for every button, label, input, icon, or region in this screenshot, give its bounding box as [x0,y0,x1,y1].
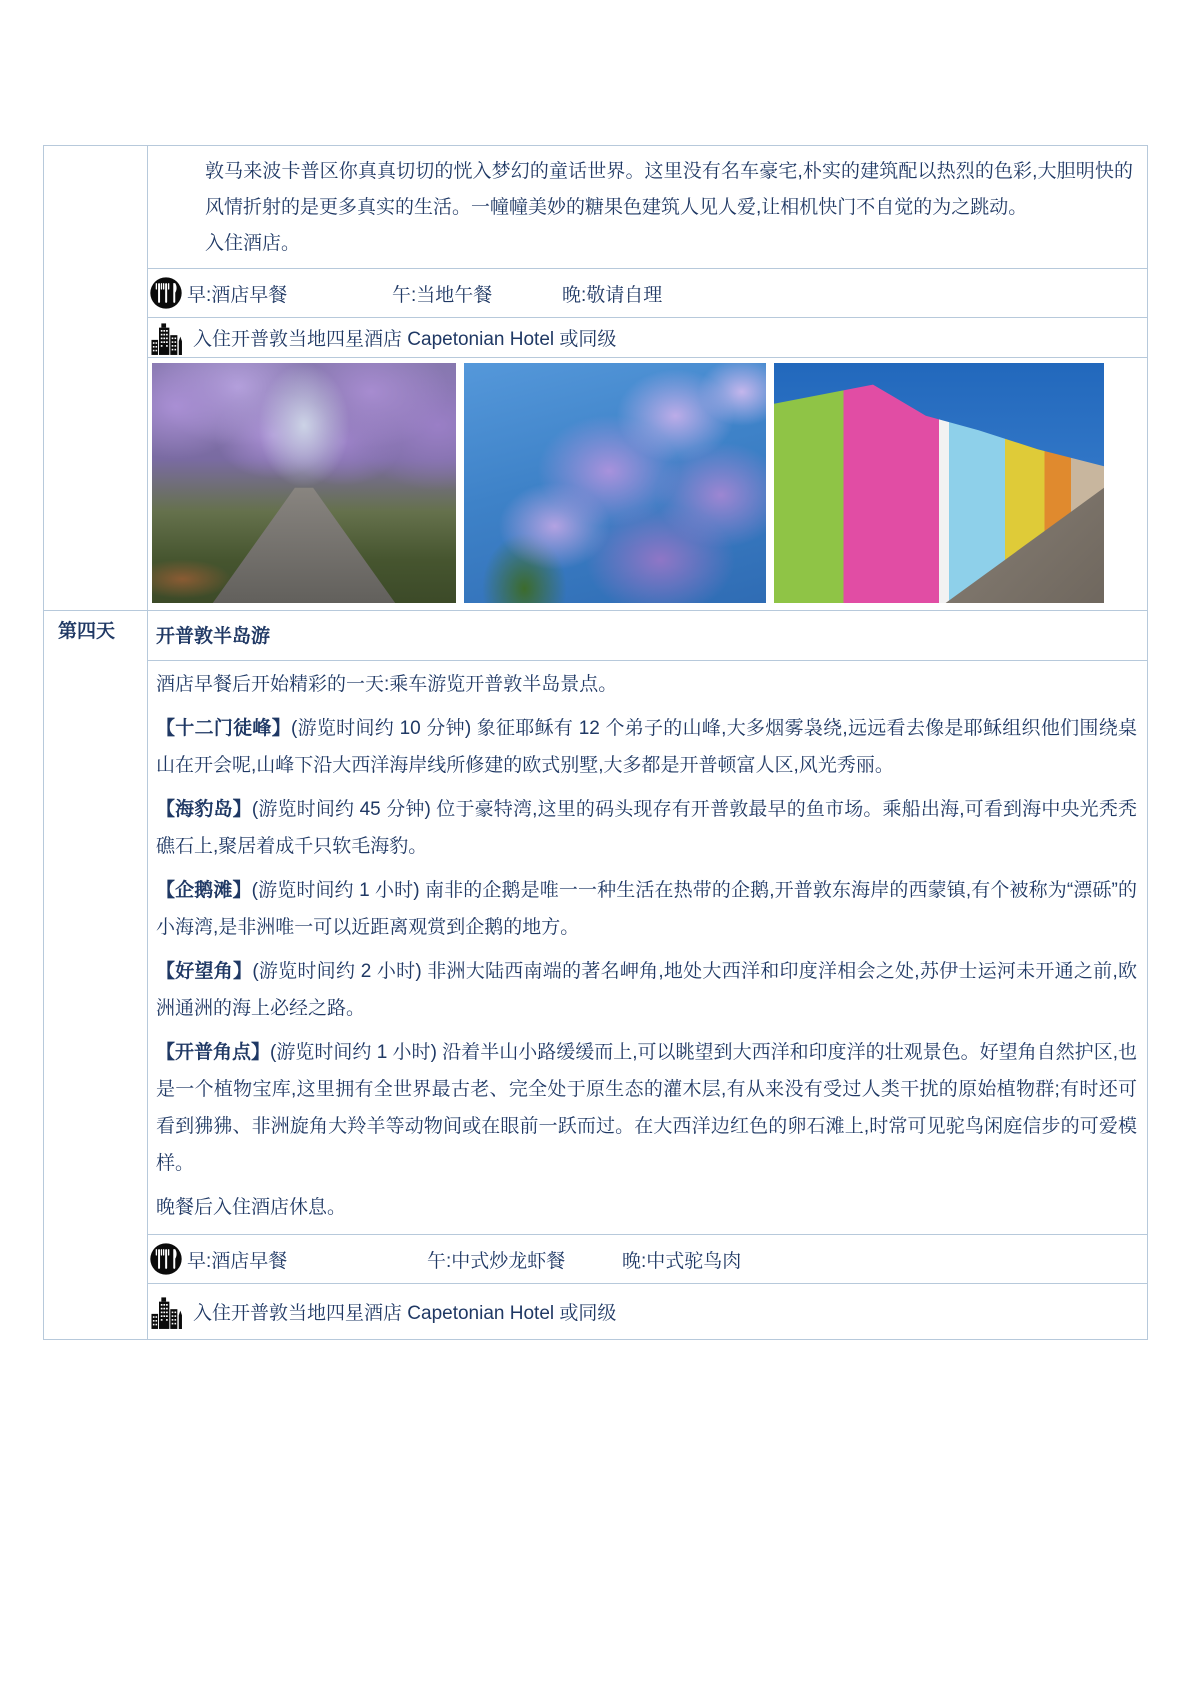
day4-meals-row [148,1234,1147,1283]
day4-attraction-1 [156,710,1137,784]
day4-attraction-5 [156,1034,1137,1182]
day4-day-cell [44,611,148,1339]
day4-lunch: 午:中式炒龙虾餐 [427,1250,566,1272]
day4-attraction-2 [156,791,1137,865]
day3-meals-row [148,268,1147,317]
attraction-1-name: 【十二门徒峰】 [156,718,291,739]
attraction-2-name: 【海豹岛】 [156,799,252,820]
day3-continued-section [44,146,1147,610]
day4-hotel-label: 入住开普敦当地四星酒店 Capetonian Hotel 或同级 [193,1303,617,1324]
photo-bokaap-houses [774,363,1104,603]
day4-hotel-row [148,1283,1147,1339]
attraction-5-desc: (游览时间约 1 小时) 沿着半山小路缓缓而上,可以眺望到大西洋和印度洋的壮观景色。好望角自然护区,也是一个植物宝库,这里拥有全世界最古老、完全处于原生态的灌木层,有从来没有受过人类干扰的原始植物群;有时还可看到狒狒、非洲旋角大羚羊等动物间或在眼前一跃而过。在大西洋边红色的卵石滩上,时常可见驼鸟闲庭信步的可爱模样。 [156,1042,1137,1174]
day4-content-row [148,660,1147,1234]
day3-lunch: 午:当地午餐 [392,284,493,306]
day3-body [148,146,1147,610]
day4-title: 开普敦半岛游 [156,626,271,647]
day3-photos-row [148,357,1147,610]
day4-breakfast: 早:酒店早餐 [187,1250,288,1272]
day4-dinner: 晚:中式驼鸟肉 [622,1250,742,1272]
attraction-2-desc: (游览时间约 45 分钟) 位于豪特湾,这里的码头现存有开普敦最早的鱼市场。乘船出海,可看到海中央光秃秃礁石上,聚居着成千只软毛海豹。 [156,799,1137,857]
day4-title-row [148,611,1147,660]
utensils-icon [149,276,183,310]
day3-dinner: 晚:敬请自理 [562,284,663,306]
day3-breakfast: 早:酒店早餐 [187,284,288,306]
photo-street-road-shape [152,363,456,603]
photo-jacaranda-street [152,363,456,603]
attraction-4-desc: (游览时间约 2 小时) 非洲大陆西南端的著名岬角,地处大西洋和印度洋相会之处,苏伊士运河未开通之前,欧洲通洲的海上必经之路。 [156,961,1137,1019]
day3-hotel-label: 入住开普敦当地四星酒店 Capetonian Hotel 或同级 [193,329,617,350]
day4-section [44,610,1147,1339]
attraction-1-desc: (游览时间约 10 分钟) 象征耶稣有 12 个弟子的山峰,大多烟雾袅绕,远远看去像是耶稣组织他们围绕桌山在开会呢,山峰下沿大西洋海岸线所修建的欧式别墅,大多都是开普顿富人区,风光秀丽。 [156,718,1137,776]
buildings-icon [151,1295,183,1329]
day3-day-cell [44,146,148,610]
day3-description-text: 敦马来波卡普区你真真切切的恍入梦幻的童话世界。这里没有名车豪宅,朴实的建筑配以热烈的色彩,大胆明快的风情折射的是更多真实的生活。一幢幢美妙的糖果色建筑人见人爱,让相机快门不自觉的为之跳动。 [205,161,1133,218]
day4-intro: 酒店早餐后开始精彩的一天:乘车游览开普敦半岛景点。 [156,674,618,695]
attraction-3-desc: (游览时间约 1 小时) 南非的企鹅是唯一一种生活在热带的企鹅,开普敦东海岸的西蒙镇,有个被称为“漂砾”的小海湾,是非洲唯一可以近距离观赏到企鹅的地方。 [156,880,1137,938]
day3-checkin-note: 入住酒店。 [205,233,301,254]
itinerary-table [43,145,1148,1340]
day4-attraction-3 [156,872,1137,946]
day3-description-row [148,146,1147,268]
attraction-3-name: 【企鹅滩】 [156,880,252,901]
day4-day-label: 第四天 [58,621,116,642]
day3-hotel-row [148,317,1147,357]
photo-jacaranda-blossoms [464,363,766,603]
day4-closing: 晚餐后入住酒店休息。 [156,1197,347,1218]
attraction-5-name: 【开普角点】 [156,1042,271,1063]
buildings-icon [151,321,183,355]
utensils-icon [149,1242,183,1276]
day4-attraction-4 [156,953,1137,1027]
day4-body [148,611,1147,1339]
attraction-4-name: 【好望角】 [156,961,253,982]
